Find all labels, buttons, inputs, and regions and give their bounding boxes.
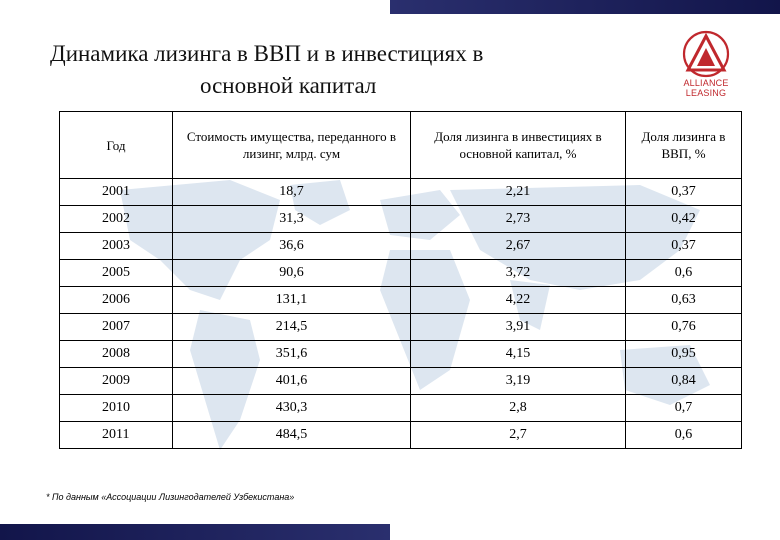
cell-gdp-share: 0,95 [626, 341, 742, 368]
cell-year: 2011 [60, 422, 173, 449]
cell-investment-share: 2,21 [411, 179, 626, 206]
cell-year: 2009 [60, 368, 173, 395]
table-row [60, 233, 742, 260]
cell-gdp-share: 0,84 [626, 368, 742, 395]
header-year: Год [60, 112, 173, 179]
cell-gdp-share: 0,76 [626, 314, 742, 341]
title-line-2: основной капитал [200, 73, 377, 98]
cell-investment-share: 2,73 [411, 206, 626, 233]
cell-gdp-share: 0,7 [626, 395, 742, 422]
cell-investment-share: 2,67 [411, 233, 626, 260]
cell-value: 36,6 [173, 233, 411, 260]
cell-gdp-share: 0,63 [626, 287, 742, 314]
table-row [60, 260, 742, 287]
table-row [60, 179, 742, 206]
title-line-1: Динамика лизинга в ВВП и в инвестициях в [50, 41, 484, 66]
cell-year: 2010 [60, 395, 173, 422]
cell-investment-share: 2,8 [411, 395, 626, 422]
cell-investment-share: 4,15 [411, 341, 626, 368]
cell-value: 18,7 [173, 179, 411, 206]
cell-gdp-share: 0,42 [626, 206, 742, 233]
cell-value: 401,6 [173, 368, 411, 395]
header-investment-share: Доля лизинга в инвестициях в основной капитал, % [411, 112, 626, 179]
cell-year: 2005 [60, 260, 173, 287]
page-title [50, 38, 610, 102]
cell-value: 351,6 [173, 341, 411, 368]
table-row [60, 395, 742, 422]
cell-gdp-share: 0,37 [626, 233, 742, 260]
cell-value: 214,5 [173, 314, 411, 341]
table-row [60, 206, 742, 233]
cell-investment-share: 3,72 [411, 260, 626, 287]
cell-gdp-share: 0,37 [626, 179, 742, 206]
cell-year: 2002 [60, 206, 173, 233]
cell-value: 484,5 [173, 422, 411, 449]
cell-year: 2003 [60, 233, 173, 260]
table-header-row [60, 112, 742, 179]
header-value: Стоимость имущества, переданного в лизинг, млрд. сум [173, 112, 411, 179]
cell-year: 2006 [60, 287, 173, 314]
table-row [60, 314, 742, 341]
cell-gdp-share: 0,6 [626, 422, 742, 449]
source-footnote: * По данным «Ассоциации Лизингодателей Узбекистана» [46, 492, 295, 502]
cell-gdp-share: 0,6 [626, 260, 742, 287]
logo-text: ALLIANCE LEASING [666, 78, 746, 98]
cell-value: 90,6 [173, 260, 411, 287]
leasing-data-table [59, 111, 742, 449]
cell-investment-share: 2,7 [411, 422, 626, 449]
table-row [60, 287, 742, 314]
cell-year: 2001 [60, 179, 173, 206]
table-row [60, 368, 742, 395]
cell-value: 31,3 [173, 206, 411, 233]
table-row [60, 422, 742, 449]
cell-value: 430,3 [173, 395, 411, 422]
header-gdp-share: Доля лизинга в ВВП, % [626, 112, 742, 179]
cell-investment-share: 3,91 [411, 314, 626, 341]
cell-year: 2008 [60, 341, 173, 368]
cell-investment-share: 3,19 [411, 368, 626, 395]
bottom-decor-bar [0, 524, 390, 540]
top-decor-bar [390, 0, 780, 14]
cell-year: 2007 [60, 314, 173, 341]
cell-investment-share: 4,22 [411, 287, 626, 314]
cell-value: 131,1 [173, 287, 411, 314]
table-row [60, 341, 742, 368]
